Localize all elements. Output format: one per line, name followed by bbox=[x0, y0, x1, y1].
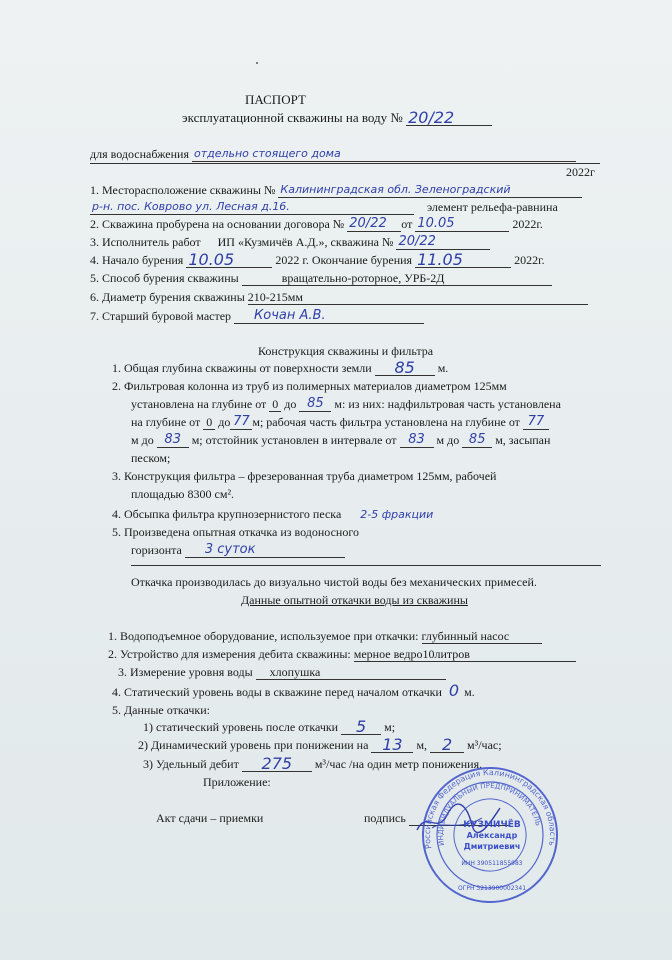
field-3-label: 3. Исполнитель работ bbox=[90, 235, 201, 249]
separator-line-2 bbox=[131, 564, 601, 566]
test-item-5-2-label: 2) Динамический уровень при понижении на bbox=[138, 738, 369, 752]
field-3 bbox=[90, 234, 490, 250]
construction-item-2-line-3 bbox=[131, 414, 549, 430]
total-depth: 85 bbox=[375, 361, 435, 376]
stamp-name-1: КУЗМИЧЁВ bbox=[463, 820, 521, 830]
field-1 bbox=[90, 182, 582, 198]
static-level-before: 0 bbox=[448, 681, 460, 700]
item-2-line-3a: на глубине от bbox=[131, 415, 201, 429]
appendix-text: Приложение: bbox=[203, 775, 271, 789]
item-2-line-4a: м до bbox=[131, 433, 154, 447]
field-1-cont bbox=[90, 199, 558, 215]
test-item-4 bbox=[112, 683, 475, 700]
pump-note bbox=[131, 574, 537, 590]
contract-date: 10.05 bbox=[415, 217, 509, 232]
item-2-line-4b: м; отстойник установлен в интервале от bbox=[191, 433, 397, 447]
item-2-do: до bbox=[284, 397, 297, 411]
field-5-label: 5. Способ бурения скважины bbox=[90, 271, 239, 285]
year-line bbox=[566, 164, 595, 180]
well-number: 20/22 bbox=[406, 111, 492, 126]
construction-item-5 bbox=[112, 524, 359, 540]
item-2-line-1: 2. Фильтровая колонна из труб из полимерных материалов диаметром 125мм bbox=[112, 379, 507, 393]
construction-item-4 bbox=[112, 506, 435, 523]
pump-note-text: Откачка производилась до визуально чистой воды без механических примесей. bbox=[131, 575, 537, 589]
field-1-label: 1. Месторасположение скважины № bbox=[90, 183, 276, 197]
test-item-3-label: 3. Измерение уровня воды bbox=[118, 665, 253, 679]
field-6 bbox=[90, 289, 588, 305]
field-4-label: 4. Начало бурения bbox=[90, 253, 184, 267]
sump-to: 85 bbox=[462, 433, 492, 448]
act-text: Акт сдачи – приемки bbox=[156, 811, 264, 825]
master-name: Кочан А.В. bbox=[234, 309, 424, 324]
test-item-5-label: 5. Данные откачки: bbox=[112, 703, 210, 717]
field-6-label: 6. Диаметр бурения скважины bbox=[90, 290, 245, 304]
field-2 bbox=[90, 216, 543, 232]
field-4-year: 2022г. bbox=[514, 253, 545, 267]
field-2-label: 2. Скважина пробурена на основании договора № bbox=[90, 217, 345, 231]
signature-label: подпись bbox=[364, 811, 406, 825]
contract-number: 20/22 bbox=[347, 217, 401, 232]
drill-diameter: 210-215мм bbox=[248, 290, 588, 305]
test-item-3 bbox=[118, 664, 446, 680]
item-2-line-2a: установлена на глубине от bbox=[131, 397, 267, 411]
test-item-5-3-unit: м³/час /на один метр понижения. bbox=[314, 757, 483, 771]
item-1-text: 1. Общая глубина скважины от поверхности земли bbox=[112, 361, 372, 375]
item-2-line-4c: м до bbox=[436, 433, 460, 447]
subtitle-text: эксплуатационной скважины на воду № bbox=[182, 110, 403, 125]
stamp-inner-text: ИНДИВИДУАЛЬНЫЙ ПРЕДПРИНИМАТЕЛЬ bbox=[436, 781, 543, 847]
item-5-line-2: горизонта bbox=[131, 543, 182, 557]
item-3-line-1: 3. Конструкция фильтра – фрезерованная труба диаметром 125мм, рабочей bbox=[112, 469, 497, 483]
field-7-label: 7. Старший буровой мастер bbox=[90, 309, 232, 323]
specific-yield: 275 bbox=[242, 757, 312, 772]
test-item-5-1 bbox=[143, 719, 395, 735]
test-item-1 bbox=[108, 628, 542, 644]
sump-from: 83 bbox=[400, 433, 434, 448]
supply-line bbox=[90, 146, 576, 162]
test-item-5-3-label: 3) Удельный дебит bbox=[143, 757, 239, 771]
item-4-label: 4. Обсыпка фильтра крупнозернистого песка bbox=[112, 507, 342, 521]
field-1-value-2: р-н. пос. Коврово ул. Лесная д.16. bbox=[90, 200, 414, 215]
stamp-outer-text: Российская Федерация Калининградская область bbox=[422, 767, 558, 850]
top-part-from: 0 bbox=[203, 415, 215, 430]
column-from: 0 bbox=[269, 397, 281, 412]
drill-end: 11.05 bbox=[415, 253, 511, 268]
drawdown: 13 bbox=[371, 738, 413, 753]
construction-title bbox=[258, 343, 433, 359]
construction-item-3-line-2 bbox=[131, 486, 234, 502]
stamp-ogrn: ОГРН 3213900002341 bbox=[457, 885, 527, 892]
level-device: хлопушка bbox=[256, 665, 446, 680]
contractor-name: ИП «Кузмичёв А.Д.», скважина № bbox=[217, 235, 394, 249]
item-2-line-4d: м, засыпан bbox=[495, 433, 551, 447]
construction-item-5-line-2 bbox=[131, 542, 345, 558]
static-level-after: 5 bbox=[341, 720, 381, 735]
test-item-5-1-unit: м; bbox=[384, 720, 396, 734]
test-item-5 bbox=[112, 702, 210, 718]
drill-start: 10.05 bbox=[186, 253, 272, 268]
field-7 bbox=[90, 308, 424, 324]
separator-line bbox=[90, 162, 600, 164]
drill-method: вращательно-роторное, УРБ-2Д bbox=[242, 271, 552, 286]
test-title-text: Данные опытной откачки воды из скважины bbox=[241, 593, 468, 607]
field-2-year: 2022г. bbox=[512, 217, 543, 231]
flow-device: мерное ведро10литров bbox=[354, 647, 576, 662]
field-4-mid: 2022 г. Окончание бурения bbox=[275, 253, 413, 267]
appendix bbox=[203, 774, 271, 790]
page-title bbox=[245, 92, 306, 108]
test-item-5-2-mid: м, bbox=[416, 738, 428, 752]
act-line bbox=[156, 810, 263, 826]
stamp-name-2: Александр bbox=[466, 831, 518, 840]
construction-item-1 bbox=[112, 360, 448, 376]
test-item-5-2-unit: м³/час; bbox=[467, 738, 502, 752]
construction-item-3 bbox=[112, 468, 496, 484]
work-part-to: 83 bbox=[157, 433, 189, 448]
item-3-line-2: площадью 8300 см². bbox=[131, 487, 235, 501]
pump-equipment: глубинный насос bbox=[422, 629, 542, 644]
flow-rate: 2 bbox=[430, 738, 464, 753]
test-item-5-2 bbox=[138, 737, 502, 753]
supply-label: для водоснабжения bbox=[90, 147, 189, 161]
year-text: 2022г bbox=[566, 165, 595, 179]
field-4 bbox=[90, 252, 545, 268]
dot-mark bbox=[256, 62, 258, 64]
item-1-unit: м. bbox=[437, 361, 449, 375]
field-1-value-1: Калининградская обл. Зеленоградский bbox=[278, 183, 582, 198]
top-part-to: 77 bbox=[230, 415, 252, 430]
test-duration: 3 суток bbox=[185, 543, 345, 558]
test-item-5-3 bbox=[143, 756, 482, 772]
field-1-relief: элемент рельефа-равнина bbox=[427, 200, 558, 214]
item-2-line-5: песком; bbox=[131, 451, 171, 465]
contractor-well: 20/22 bbox=[396, 235, 490, 250]
field-2-from: от bbox=[401, 217, 413, 231]
test-title bbox=[241, 592, 468, 608]
stamp-name-3: Дмитриевич bbox=[463, 842, 521, 851]
item-2-line-3b: м; рабочая часть фильтра установлена на глубине от bbox=[252, 415, 520, 429]
work-part-from: 77 bbox=[523, 415, 549, 430]
title-text: ПАСПОРТ bbox=[245, 92, 306, 107]
test-item-2 bbox=[108, 646, 576, 662]
test-item-1-label: 1. Водоподъемное оборудование, используемое при откачки: bbox=[108, 629, 419, 643]
test-item-4-label: 4. Статический уровень воды в скважине перед началом откачки bbox=[112, 685, 442, 699]
construction-item-2 bbox=[112, 378, 507, 394]
supply-value: отдельно стоящего дома bbox=[192, 147, 576, 162]
stamp-inn: ИНН 390511855983 bbox=[461, 860, 523, 867]
item-2-line-3-do: до bbox=[218, 415, 231, 429]
subtitle-line bbox=[182, 110, 492, 126]
construction-title-text: Конструкция скважины и фильтра bbox=[258, 344, 434, 358]
gravel-fraction: 2-5 фракции bbox=[360, 508, 434, 521]
signature-scribble bbox=[412, 800, 502, 840]
construction-item-2-line-2 bbox=[131, 396, 561, 412]
test-item-4-unit: м. bbox=[464, 685, 475, 699]
construction-item-2-line-5 bbox=[131, 450, 170, 466]
item-2-line-2b: м: из них: надфильтровая часть установлена bbox=[334, 397, 561, 411]
test-item-5-1-label: 1) статический уровень после откачки bbox=[143, 720, 339, 734]
construction-item-2-line-4 bbox=[131, 432, 550, 448]
field-5 bbox=[90, 270, 552, 286]
column-to: 85 bbox=[299, 397, 331, 412]
test-item-2-label: 2. Устройство для измерения дебита скважины: bbox=[108, 647, 351, 661]
item-5-line-1: 5. Произведена опытная откачка из водоносного bbox=[112, 525, 359, 539]
